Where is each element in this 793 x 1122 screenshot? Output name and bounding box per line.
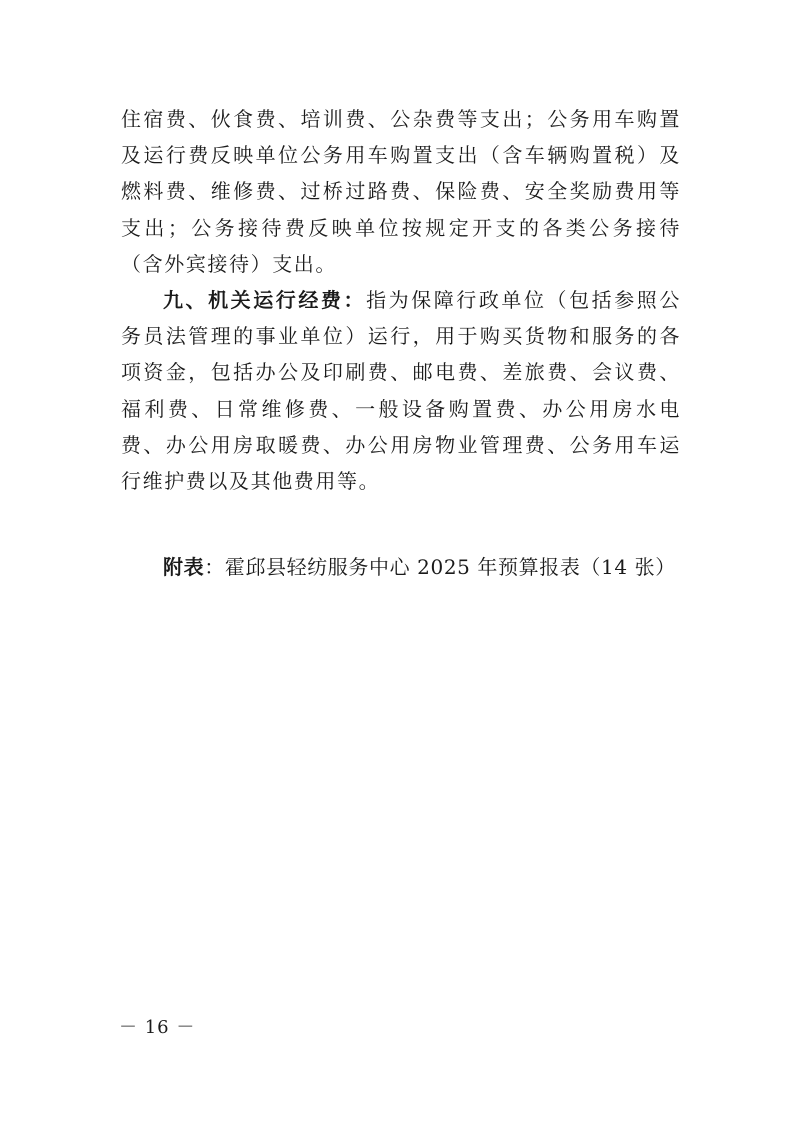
body-text	[121, 101, 681, 499]
attachment-line	[163, 549, 723, 585]
paragraph-continued: 住宿费、伙食费、培训费、公杂费等支出；公务用车购置及运行费反映单位公务用车购置支出（含车辆购置税）及燃料费、维修费、过桥过路费、保险费、安全奖励费用等支出；公务接待费反映单位按规定开支的各类公务接待（含外宾接待）支出。	[121, 107, 681, 276]
attachment-separator: ：	[204, 555, 225, 579]
paragraph-section-nine	[121, 282, 681, 499]
section-nine-body: 指为保障行政单位（包括参照公务员法管理的事业单位）运行，用于购买货物和服务的各项资金，包括办公及印刷费、邮电费、差旅费、会议费、福利费、日常维修费、一般设备购置费、办公用房水电费、办公用房取暖费、办公用房物业管理费、公务用车运行维护费以及其他费用等。	[121, 288, 681, 494]
page-number: － 16 －	[119, 1017, 196, 1038]
section-nine-separator: ：	[343, 288, 367, 313]
section-nine-heading: 九、机关运行经费	[163, 288, 344, 313]
attachment-label: 附表	[163, 555, 205, 579]
attachment-text: 霍邱县轻纺服务中心 2025 年预算报表（14 张）	[224, 555, 676, 579]
